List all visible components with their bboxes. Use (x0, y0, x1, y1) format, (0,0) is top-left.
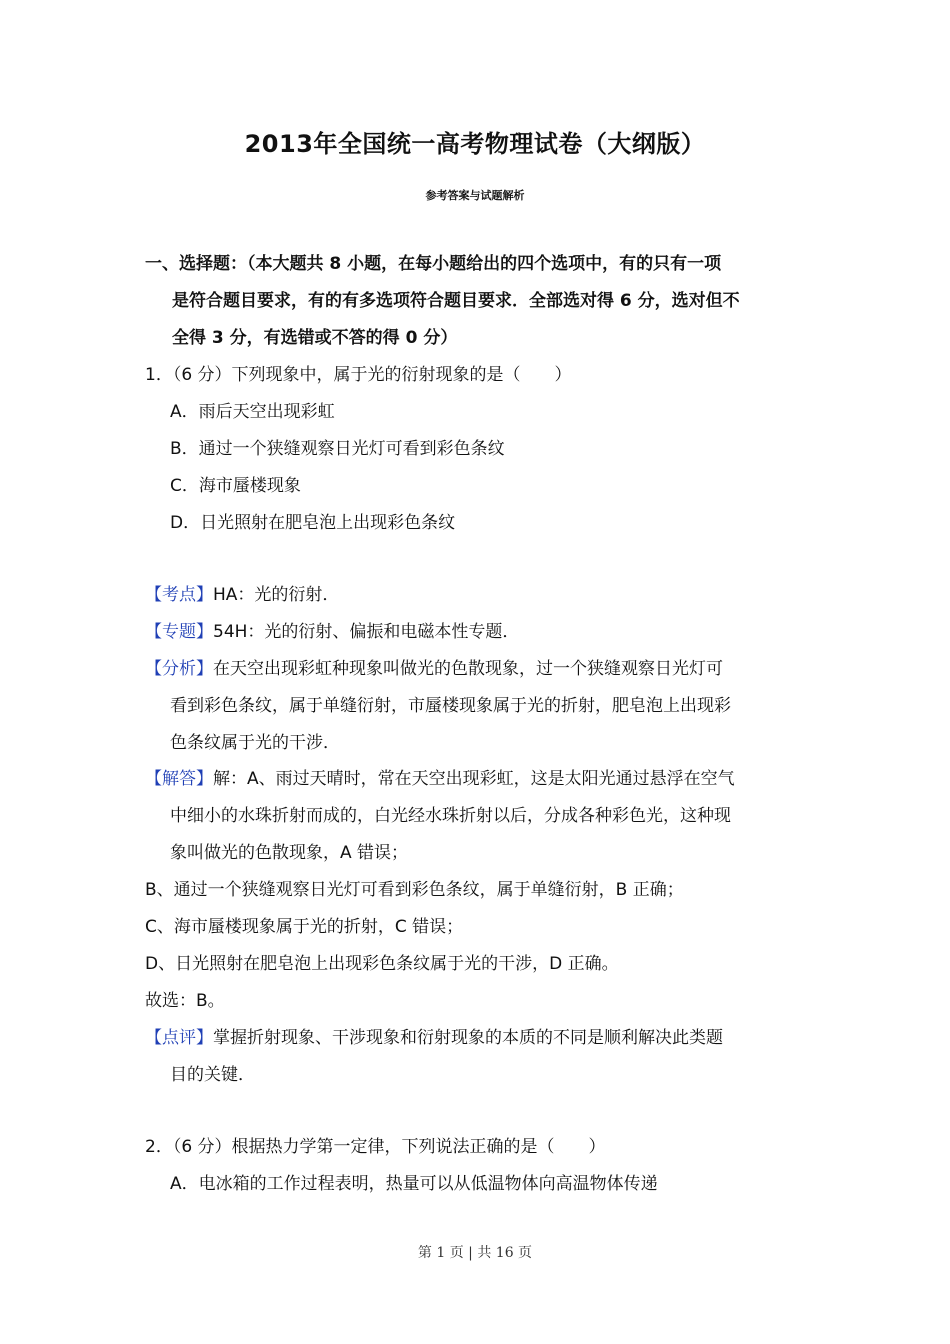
jieda-line-1: 解：A、雨过天晴时，常在天空出现彩虹，这是太阳光通过悬浮在空气 (213, 769, 735, 789)
zhuanti-tag: 【专题】 (145, 622, 213, 642)
dianping-row (145, 1027, 723, 1049)
question-2-stem: 2．（6 分）根据热力学第一定律，下列说法正确的是（ ） (145, 1137, 606, 1157)
jieda-line-2: 中细小的水珠折射而成的，白光经水珠折射以后，分成各种彩色光，这种现 (170, 806, 731, 826)
question-1-option-d: D．日光照射在肥皂泡上出现彩色条纹 (170, 513, 456, 533)
section-heading-line-1: 一、选择题：（本大题共 8 小题，在每小题给出的四个选项中，有的只有一项 (145, 254, 722, 274)
fenxi-row (145, 658, 723, 680)
kaodian-tag: 【考点】 (145, 585, 213, 605)
question-2-option-a: A．电冰箱的工作过程表明，热量可以从低温物体向高温物体传递 (170, 1174, 658, 1194)
question-1-option-b: B．通过一个狭缝观察日光灯可看到彩色条纹 (170, 439, 505, 459)
fenxi-line-2: 看到彩色条纹，属于单缝衍射，市蜃楼现象属于光的折射，肥皂泡上出现彩 (170, 696, 731, 716)
dianping-line-2: 目的关键． (170, 1065, 255, 1085)
question-1-stem: 1．（6 分）下列现象中，属于光的衍射现象的是（ ） (145, 365, 572, 385)
document-subtitle: 参考答案与试题解析 (425, 189, 525, 202)
section-heading-line-2: 是符合题目要求，有的有多选项符合题目要求．全部选对得 6 分，选对但不 (172, 291, 740, 311)
jieda-answer: 故选：B。 (145, 991, 225, 1011)
jieda-tag: 【解答】 (145, 769, 213, 789)
fenxi-line-3: 色条纹属于光的干涉． (170, 733, 340, 753)
fenxi-line-1: 在天空出现彩虹种现象叫做光的色散现象，过一个狭缝观察日光灯可 (213, 659, 723, 679)
jieda-row (145, 768, 735, 790)
fenxi-tag: 【分析】 (145, 659, 213, 679)
section-heading-line-3: 全得 3 分，有选错或不答的得 0 分） (172, 328, 458, 348)
jieda-b: B、通过一个狭缝观察日光灯可看到彩色条纹，属于单缝衍射，B 正确； (145, 880, 684, 900)
kaodian-row (145, 584, 339, 606)
document-title: 2013年全国统一高考物理试卷（大纲版） (244, 130, 706, 158)
dianping-tag: 【点评】 (145, 1028, 213, 1048)
page-footer: 第 1 页 | 共 16 页 (417, 1245, 533, 1261)
zhuanti-row (145, 621, 519, 643)
jieda-line-3: 象叫做光的色散现象，A 错误； (170, 843, 409, 863)
zhuanti-text: 54H：光的衍射、偏振和电磁本性专题． (213, 622, 520, 642)
jieda-d: D、日光照射在肥皂泡上出现彩色条纹属于光的干涉，D 正确。 (145, 954, 619, 974)
jieda-c: C、海市蜃楼现象属于光的折射，C 错误； (145, 917, 464, 937)
question-1-option-c: C．海市蜃楼现象 (170, 476, 301, 496)
question-1-option-a: A．雨后天空出现彩虹 (170, 402, 335, 422)
dianping-line-1: 掌握折射现象、干涉现象和衍射现象的本质的不同是顺利解决此类题 (213, 1028, 723, 1048)
kaodian-text: HA：光的衍射． (213, 585, 340, 605)
